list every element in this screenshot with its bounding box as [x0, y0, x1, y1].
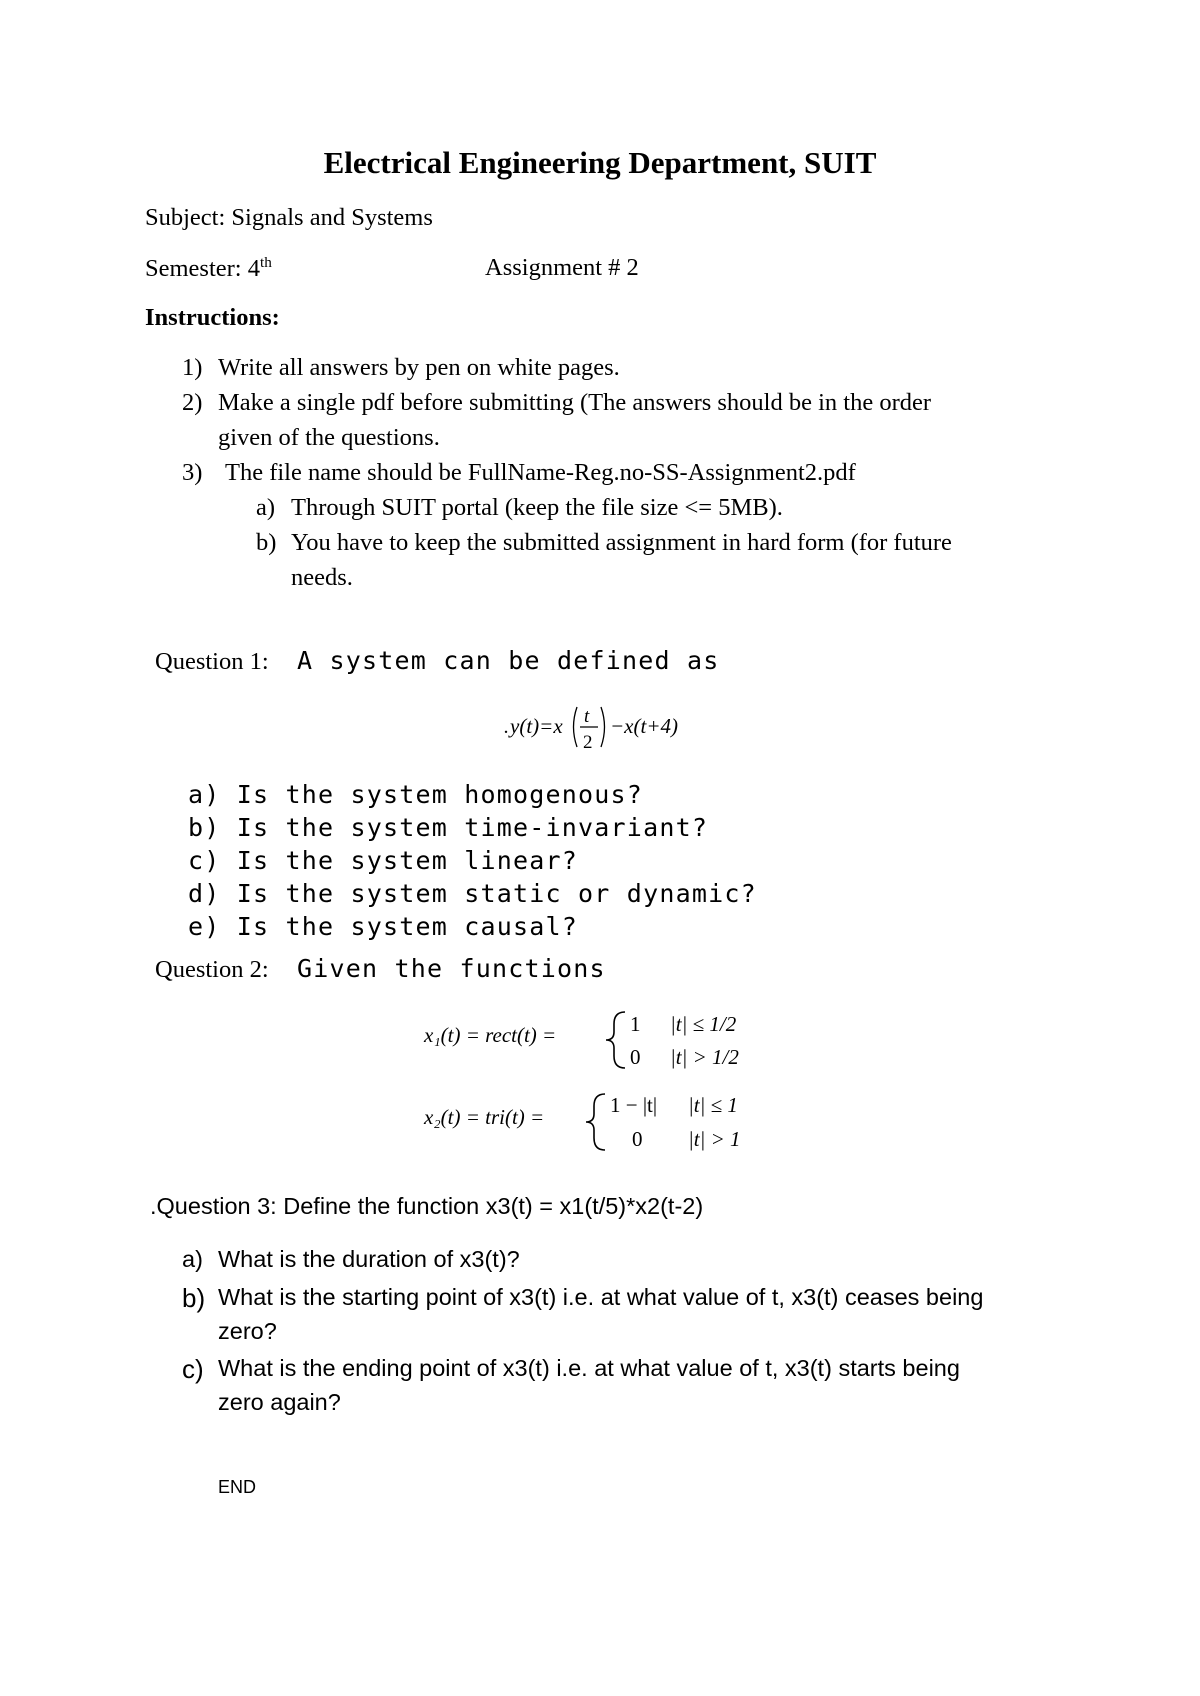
q1-part-d — [188, 879, 757, 908]
eq2a-case2-cond: |t| > 1/2 — [670, 1045, 739, 1069]
q1-part-d-text: Is the system static or dynamic? — [236, 879, 757, 908]
eq2b-case1-val: 1 − |t| — [610, 1093, 658, 1117]
q1-part-e — [188, 912, 578, 941]
q3-label: Question 3: — [156, 1193, 277, 1219]
question-3-line — [150, 1193, 703, 1220]
q3-part-c-text-cont: zero again? — [218, 1389, 341, 1415]
q1-part-a-text: Is the system homogenous? — [236, 780, 644, 809]
q1-part-a — [188, 780, 643, 809]
eq2b-case1-cond: |t| ≤ 1 — [688, 1093, 738, 1117]
instruction-3a-number: a) — [256, 494, 276, 521]
q3-part-b-text: What is the starting point of x3(t) i.e. at what value of t, x3(t) ceases being — [218, 1284, 984, 1310]
subject-line: Subject: Signals and Systems — [145, 204, 433, 231]
instruction-1-text: Write all answers by pen on white pages. — [218, 354, 620, 381]
instruction-2-number: 2) — [182, 389, 203, 416]
instruction-3b-text: You have to keep the submitted assignment in hard form (for future — [291, 529, 952, 556]
equation-1-svg — [500, 695, 730, 755]
semester-sup: th — [260, 254, 272, 271]
eq1-frac-num: t — [584, 706, 590, 727]
eq1-left-paren — [574, 707, 578, 747]
question-2-equations — [420, 1000, 780, 1165]
eq1-lhs: y(t)=x — [510, 714, 563, 738]
instruction-2-text: Make a single pdf before submitting (The answers should be in the order — [218, 389, 932, 416]
instruction-3a-text: Through SUIT portal (keep the file size <= 5MB). — [291, 494, 783, 521]
question-1-label: Question 1: — [155, 648, 269, 675]
instruction-3b-text-cont: needs. — [291, 564, 353, 591]
page-title: Electrical Engineering Department, SUIT — [323, 145, 877, 180]
instruction-3b-number: b) — [256, 529, 277, 556]
q1-part-b — [188, 813, 708, 842]
question-2-label: Question 2: — [155, 956, 269, 983]
eq1-right-paren — [601, 707, 605, 747]
q3-text-prefix: Define the function — [283, 1193, 480, 1219]
end-marker: END — [218, 1477, 257, 1497]
instruction-3-text: The file name should be FullName-Reg.no-SS-Assignment2.pdf — [225, 459, 856, 486]
q3-part-b-text-cont: zero? — [218, 1318, 277, 1344]
q3-definition: x3(t) = x1(t/5)*x2(t-2) — [485, 1193, 704, 1219]
q1-part-c-num: c) — [188, 846, 221, 875]
instruction-2-text-cont: given of the questions. — [218, 424, 440, 451]
instruction-1-number: 1) — [182, 354, 203, 381]
eq2b-case2-cond: |t| > 1 — [688, 1127, 741, 1151]
equation-2-svg — [420, 1000, 780, 1160]
q3-part-c-text: What is the ending point of x3(t) i.e. at what value of t, x3(t) starts being — [218, 1355, 960, 1381]
eq1-rhs: −x(t+4) — [610, 714, 678, 738]
question-1-equation — [500, 695, 730, 760]
q1-part-a-num: a) — [188, 780, 221, 809]
eq2b-brace — [586, 1094, 605, 1150]
semester-line — [145, 254, 272, 283]
q1-part-e-num: e) — [188, 912, 221, 941]
q1-part-d-num: d) — [188, 879, 221, 908]
q3-lead-dot: . — [150, 1193, 157, 1219]
q3-part-b-num: b) — [182, 1283, 206, 1313]
eq2a-case1-val: 1 — [630, 1012, 641, 1036]
instructions-heading: Instructions: — [145, 304, 280, 331]
q1-part-b-text: Is the system time-invariant? — [236, 813, 709, 842]
q3-part-a-num: a) — [182, 1246, 203, 1272]
q3-part-a-text: What is the duration of x3(t)? — [218, 1246, 520, 1272]
eq2a-brace — [606, 1012, 625, 1068]
q1-part-e-text: Is the system causal? — [236, 912, 579, 941]
q3-part-c-num: c) — [182, 1354, 204, 1384]
eq2b-case2-val: 0 — [632, 1127, 643, 1151]
eq2b-lhs: x₂(t) = tri(t) = — [424, 1105, 545, 1129]
eq2a-case1-cond: |t| ≤ 1/2 — [670, 1012, 737, 1036]
question-1-text: A system can be defined as — [297, 646, 720, 675]
q1-part-c-text: Is the system linear? — [236, 846, 579, 875]
eq2a-lhs: x₁(t) = rect(t) = — [424, 1023, 557, 1047]
instruction-3-number: 3) — [182, 459, 203, 486]
eq1-frac-den: 2 — [583, 732, 593, 753]
eq1-dot: . — [504, 716, 509, 738]
q1-part-c — [188, 846, 578, 875]
eq2a-case2-val: 0 — [630, 1045, 641, 1069]
assignment-number: Assignment # 2 — [485, 254, 639, 281]
q1-part-b-num: b) — [188, 813, 221, 842]
question-2-text: Given the functions — [297, 954, 606, 983]
semester-text: Semester: 4 — [145, 255, 260, 283]
